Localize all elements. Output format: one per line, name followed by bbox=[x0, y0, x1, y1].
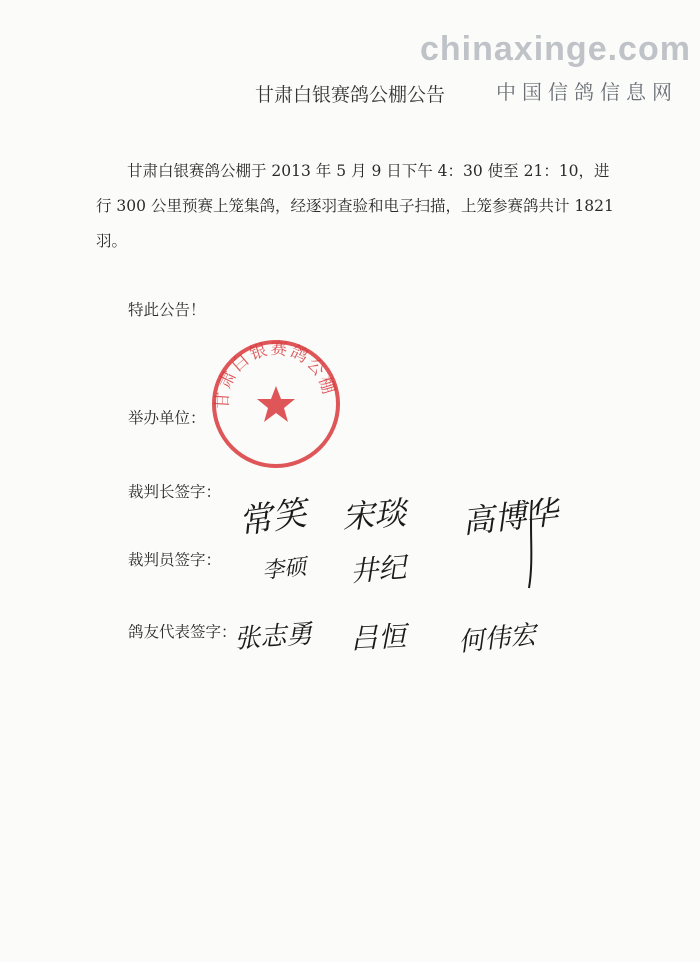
fancier-rep-label: 鸽友代表签字： bbox=[128, 623, 237, 641]
signature-judge-1: 李硕 bbox=[261, 554, 308, 585]
organizer-label: 举办单位： bbox=[128, 409, 206, 427]
signature-fancier-rep-3: 何伟宏 bbox=[456, 619, 538, 658]
closing-text: 特此公告！ bbox=[128, 301, 206, 319]
signature-fancier-rep-2: 吕恒 bbox=[349, 619, 407, 656]
signature-chief-judge-2: 宋琰 bbox=[340, 493, 408, 537]
official-seal bbox=[208, 336, 344, 472]
watermark-name: 中国信鸽信息网 bbox=[496, 80, 678, 104]
announcement-body bbox=[96, 154, 616, 259]
announcement-paragraph: 甘肃白银赛鸽公棚于 2013 年 5 月 9 日下午 4：30 使至 21：10，进行 300 公里预赛上笼集鸽，经逐羽查验和电子扫描，上笼参赛鸽共计 1821 羽。 bbox=[96, 162, 614, 250]
watermark-site: chinaxinge.com bbox=[420, 30, 691, 68]
judges-label: 裁判员签字： bbox=[128, 551, 222, 569]
signature-judge-2: 井纪 bbox=[348, 550, 408, 589]
chief-judge-label: 裁判长签字： bbox=[128, 483, 222, 501]
signature-stroke bbox=[526, 498, 536, 590]
signature-chief-judge-3: 高博华 bbox=[460, 493, 560, 541]
signature-chief-judge-1: 常笑 bbox=[236, 493, 309, 543]
page-title: 甘肃白银赛鸽公棚公告 bbox=[254, 84, 445, 106]
seal-star-icon bbox=[257, 386, 295, 422]
signature-fancier-rep-1: 张志勇 bbox=[233, 619, 314, 655]
seal-text: 甘肃白银赛鸽公棚 bbox=[212, 338, 339, 410]
